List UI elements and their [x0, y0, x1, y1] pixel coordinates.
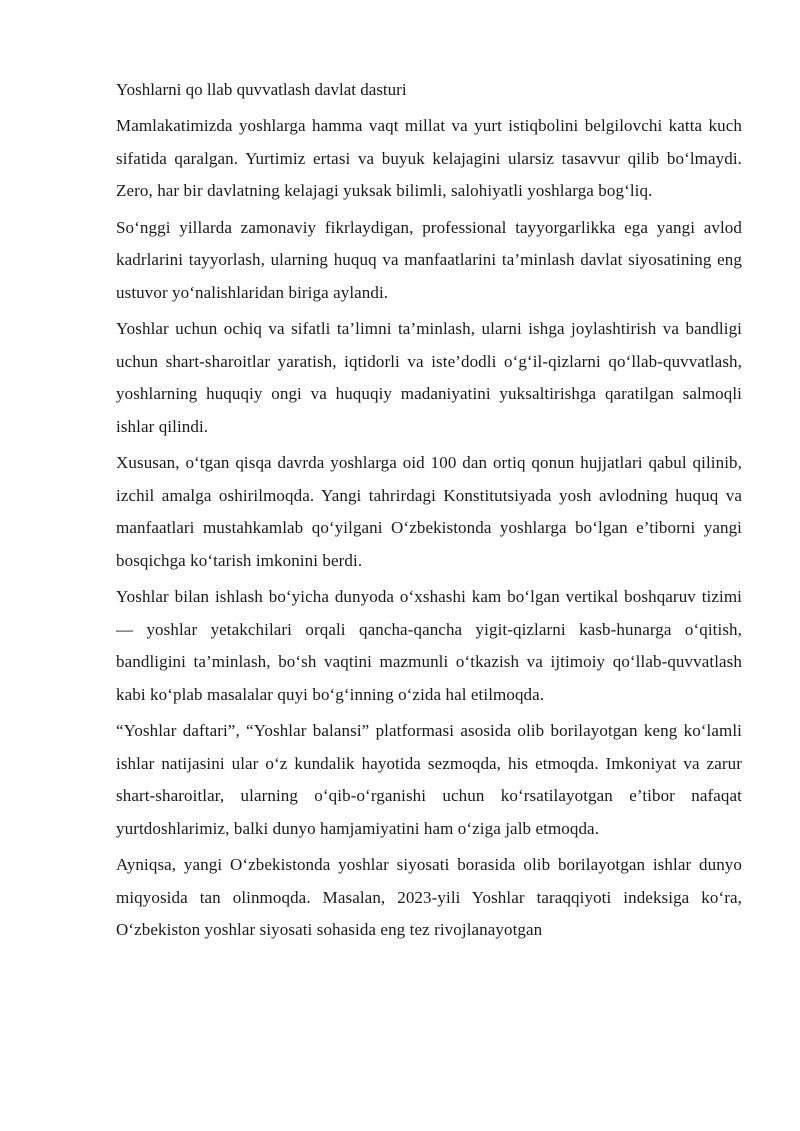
paragraph-1: Mamlakatimizda yoshlarga hamma vaqt millat va yurt istiqbolini belgilovchi katta kuch sifatida qaralgan. Yurtimiz ertasi va buyuk kelajagini ularsiz tasavvur qilib bo‘lmaydi. Zero, har bir davlatning kelajagi yuksak bilimli, salohiyatli yoshlarga bog‘liq.	[116, 116, 742, 200]
paragraph-2: So‘nggi yillarda zamonaviy fikrlaydigan, professional tayyorgarlikka ega yangi avlod kadrlarini tayyorlash, ularning huquq va manfaatlarini ta’minlash davlat siyosatining eng ustuvor yo‘nalishlaridan biriga aylandi.	[116, 217, 742, 302]
paragraph-5: Yoshlar bilan ishlash bo‘yicha dunyoda o‘xshashi kam bo‘lgan vertikal boshqaruv tizimi — yoshlar yetakchilari orqali qancha-qancha yigit-qizlarni kasb-hunarga o‘qitish, bandligini ta’minlash, bo‘sh vaqtini mazmunli o‘tkazish va ijtimoiy qo‘llab-quvvatlash kabi ko‘plab masalalar quyi bo‘g‘inning o‘zida hal etilmoqda.	[116, 587, 742, 704]
paragraph-6: “Yoshlar daftari”, “Yoshlar balansi” platformasi asosida olib borilayotgan keng ko‘lamli ishlar natijasini ular o‘z kundalik hayotida sezmoqda, his etmoqda. Imkoniyat va zarur shart-sharoitlar, ularning o‘qib-o‘rganishi uchun ko‘rsatilayotgan e’tibor nafaqat yurtdoshlarimiz, balki dunyo hamjamiyatini ham o‘ziga jalb etmoqda.	[116, 721, 742, 838]
document-title: Yoshlarni qo llab quvvatlash davlat dasturi	[116, 80, 407, 99]
paragraph-4: Xususan, o‘tgan qisqa davrda yoshlarga oid 100 dan ortiq qonun hujjatlari qabul qilinib, izchil amalga oshirilmoqda. Yangi tahrirdagi Konstitutsiyada yosh avlodning huquq va manfaatlari mustahkamlab qo‘yilgani O‘zbekistonda yoshlarga bo‘lgan e’tiborni yangi bosqichga ko‘tarish imkonini berdi.	[116, 453, 742, 570]
paragraph-7: Ayniqsa, yangi O‘zbekistonda yoshlar siyosati borasida olib borilayotgan ishlar dunyo miqyosida tan olinmoqda. Masalan, 2023-yili Yoshlar taraqqiyoti indeksiga ko‘ra, O‘zbekiston yoshlar siyosati sohasida eng tez rivojlanayotgan	[116, 855, 742, 939]
paragraph-3: Yoshlar uchun ochiq va sifatli ta’limni ta’minlash, ularni ishga joylashtirish va bandligi uchun shart-sharoitlar yaratish, iqtidorli va iste’dodli o‘g‘il-qizlarni qo‘llab-quvvatlash, yoshlarning huquqiy ongi va huquqiy madaniyatini yuksaltirishga qaratilgan salmoqli ishlar qilindi.	[116, 319, 742, 436]
document-body	[116, 74, 742, 951]
